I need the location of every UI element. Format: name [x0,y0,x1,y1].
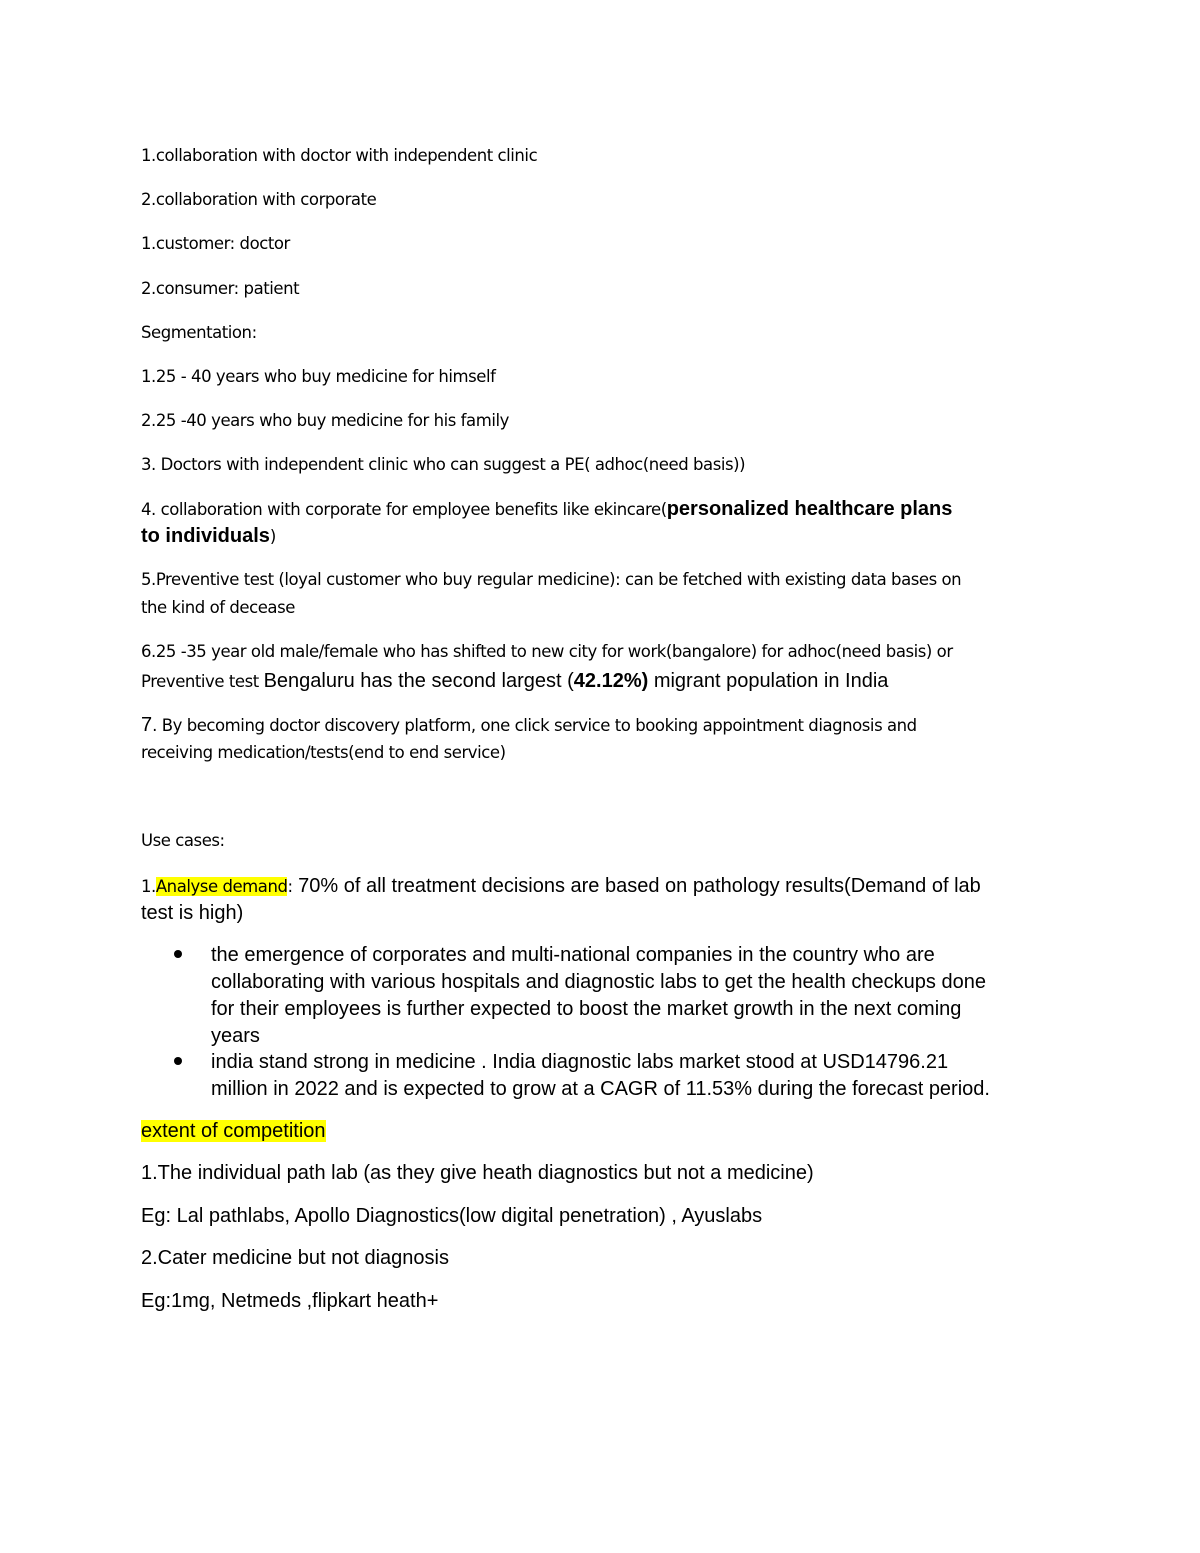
segment-6-percent: 42.12%) [573,670,649,692]
competitor-2: 2.Cater medicine but not diagnosis [141,1247,449,1269]
consumer-line: 2.consumer: patient [141,279,300,298]
use-case-1-line-1 [141,876,981,896]
collab-line-2: 2.collaboration with corporate [141,190,377,209]
bullet-1-line-2: collaborating with various hospitals and diagnostic labs to get the health checkups done [211,971,986,993]
segment-4-line-2 [141,526,276,546]
segment-4-bold-continued: to individuals [141,525,270,547]
bullet-2-line-2: million in 2022 and is expected to grow at a CAGR of 11.53% during the forecast period. [211,1078,990,1100]
segment-6-preventive: Preventive test [141,672,264,691]
segment-4-text: 4. collaboration with corporate for employee benefits like ekincare( [141,500,667,519]
competition-heading [141,1121,326,1141]
use-cases-heading: Use cases: [141,831,225,850]
use-case-1-number: 1. [141,877,156,896]
competition-heading-text: extent of competition [141,1120,326,1142]
segment-4-line-1 [141,499,952,519]
segment-7-number: 7 [141,714,153,736]
segment-5-line-2: the kind of decease [141,598,295,617]
segment-4-close: ) [269,527,276,546]
segment-4-bold: personalized healthcare plans [666,498,953,520]
segment-6-bengaluru: Bengaluru has the second largest ( [263,670,574,692]
bullet-1-line-3: for their employees is further expected to boost the market growth in the next coming [211,998,962,1020]
segment-6-migrant: migrant population in India [648,670,889,692]
segment-6-line-2 [141,671,888,691]
use-case-1-label: Analyse demand [155,877,288,896]
segment-7-line-2: receiving medication/tests(end to end service) [141,743,506,762]
customer-line: 1.customer: doctor [141,234,290,253]
segment-6-line-1: 6.25 -35 year old male/female who has shifted to new city for work(bangalore) for adhoc(need basis) or [141,642,953,661]
bullet-dot [174,1057,182,1065]
bullet-1-line-1: the emergence of corporates and multi-national companies in the country who are [211,944,935,966]
collab-line-1: 1.collaboration with doctor with independent clinic [141,146,538,165]
segment-7-line-1 [141,715,917,735]
use-case-1-text: 70% of all treatment decisions are based on pathology results(Demand of lab [292,875,981,897]
segmentation-heading: Segmentation: [141,323,257,342]
bullet-1-line-4: years [211,1025,260,1047]
competitor-1-examples: Eg: Lal pathlabs, Apollo Diagnostics(low digital penetration) , Ayuslabs [141,1205,763,1227]
segment-2: 2.25 -40 years who buy medicine for his family [141,411,509,430]
segment-3: 3. Doctors with independent clinic who can suggest a PE( adhoc(need basis)) [141,455,746,474]
competitor-1: 1.The individual path lab (as they give heath diagnostics but not a medicine) [141,1162,814,1184]
bullet-2-line-1: india stand strong in medicine . India diagnostic labs market stood at USD14796.21 [211,1051,949,1073]
use-case-1-colon: : [287,877,293,896]
use-case-1-line-2: test is high) [141,902,244,924]
competitor-2-examples: Eg:1mg, Netmeds ,flipkart heath+ [141,1290,439,1312]
bullet-dot [174,950,182,958]
segment-5-line-1: 5.Preventive test (loyal customer who buy regular medicine): can be fetched with existing data bases on [141,570,962,589]
segment-1: 1.25 - 40 years who buy medicine for himself [141,367,496,386]
segment-7-text: . By becoming doctor discovery platform, one click service to booking appointment diagnosis and [152,716,917,735]
